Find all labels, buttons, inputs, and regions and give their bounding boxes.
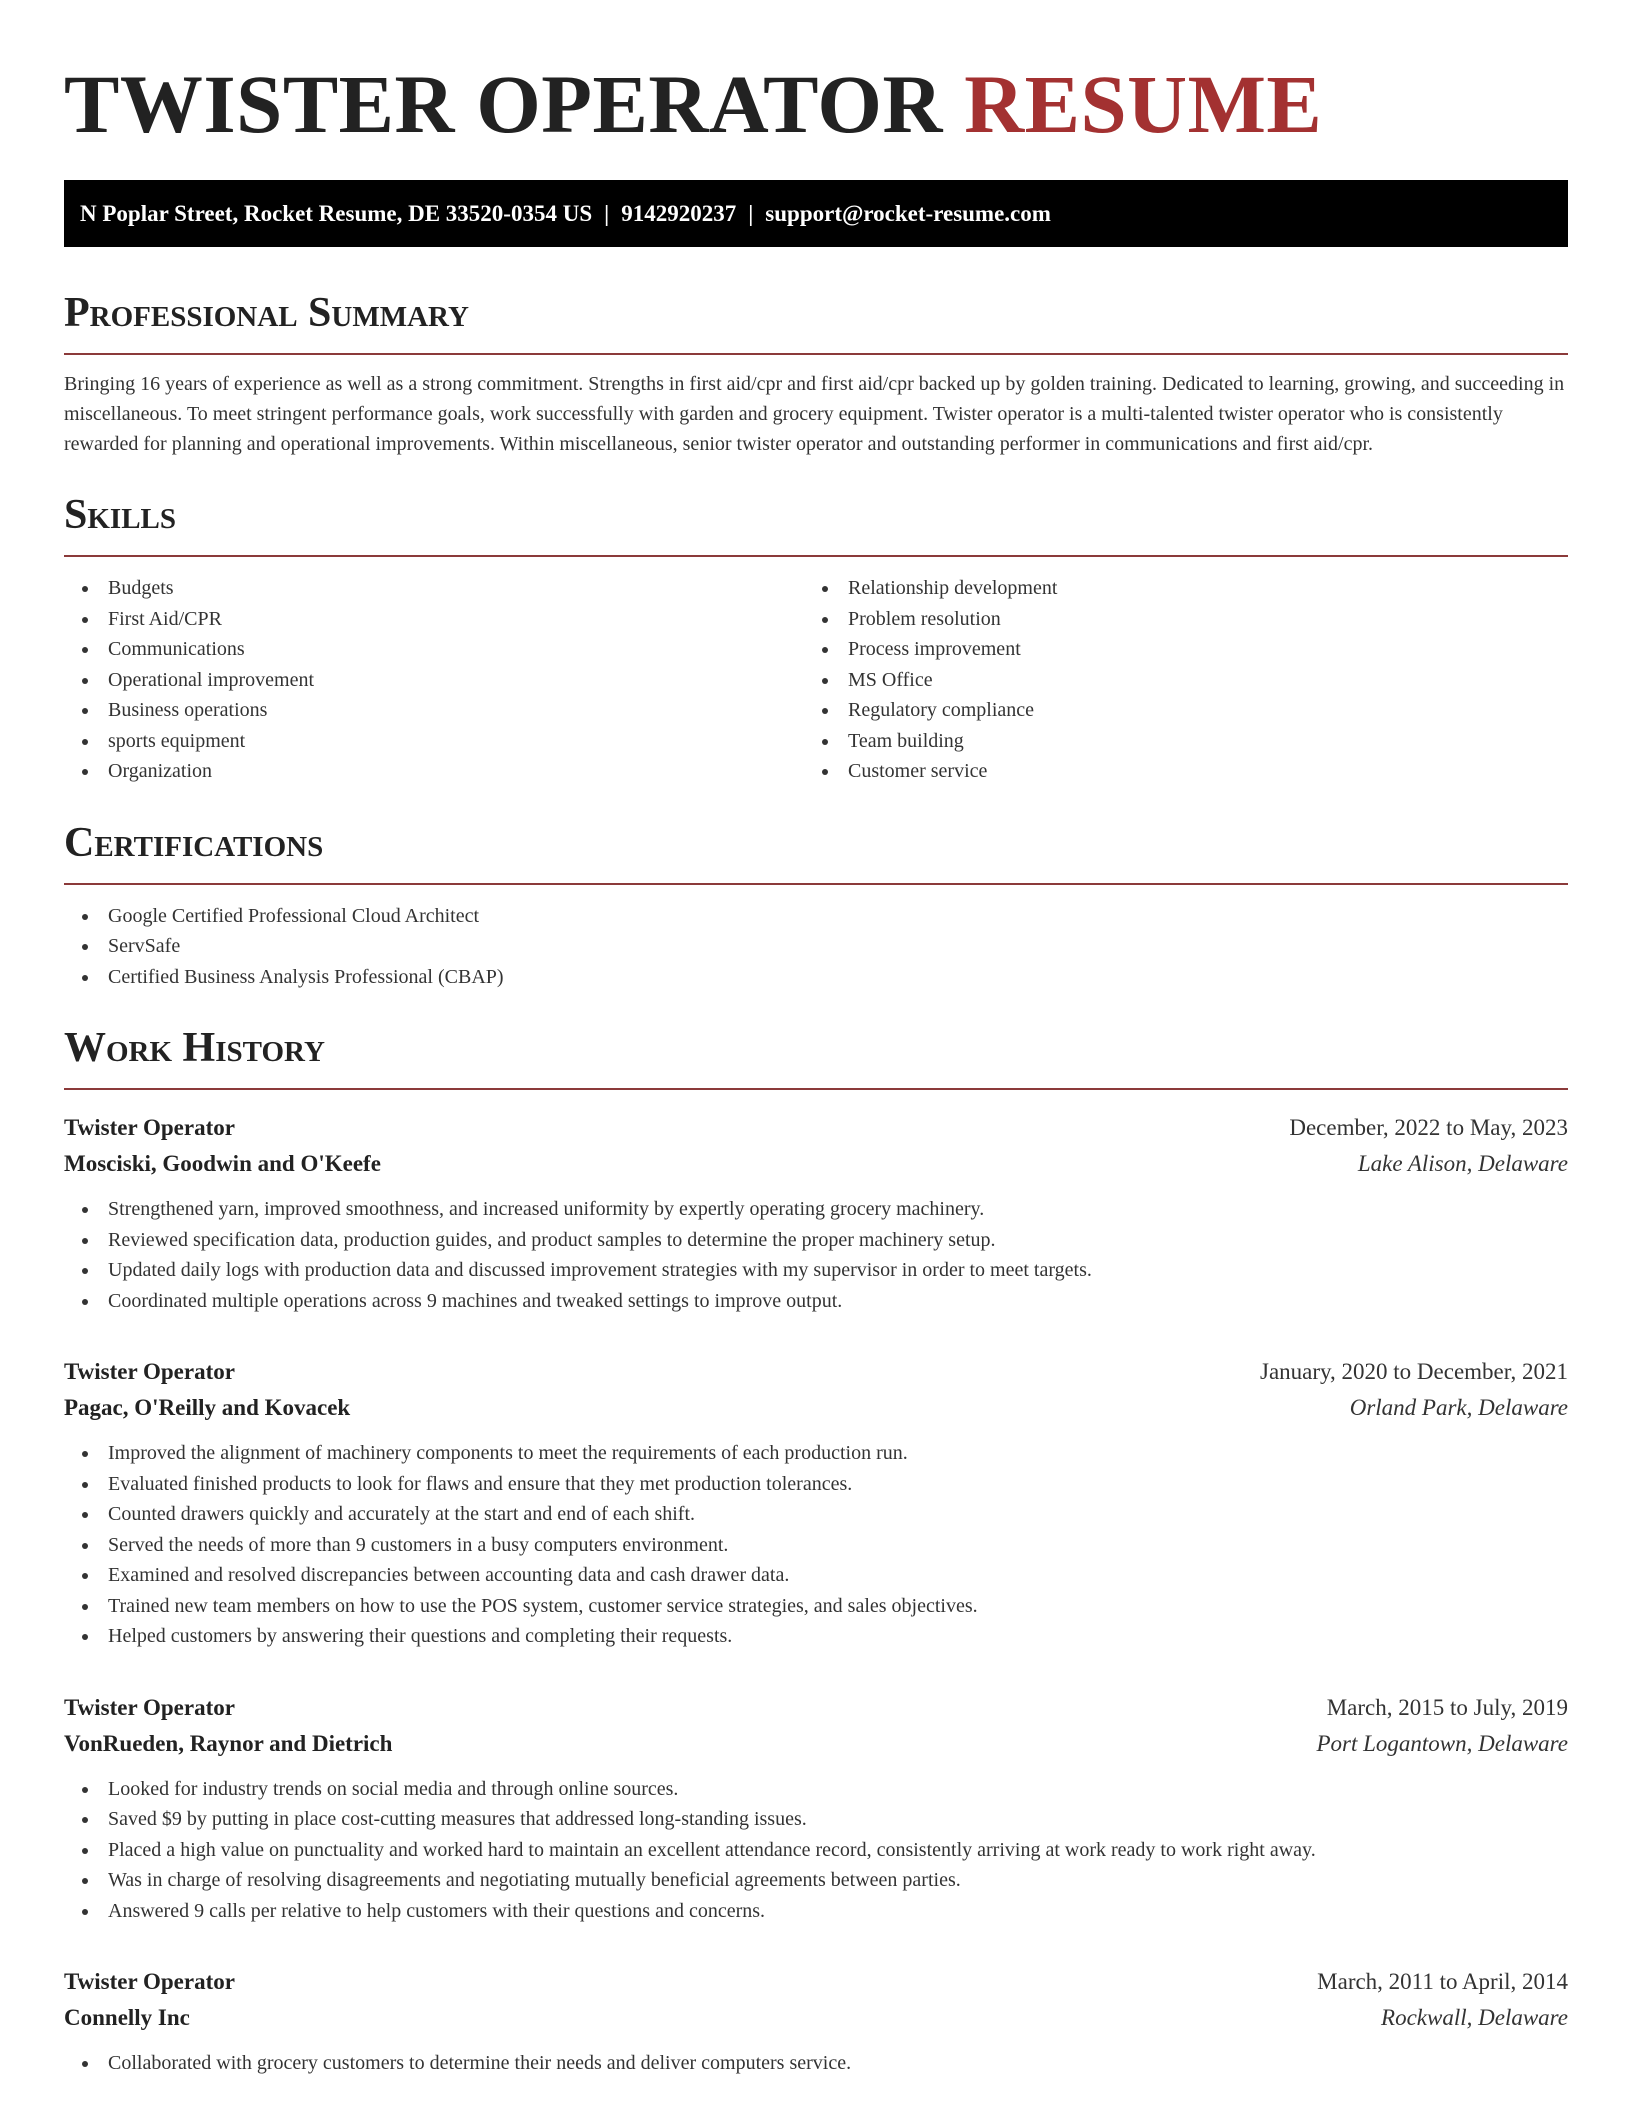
contact-separator: | — [748, 201, 754, 226]
skill-item: Business operations — [64, 695, 804, 726]
certification-item: Google Certified Professional Cloud Architect — [64, 901, 1568, 932]
job-company: VonRueden, Raynor and Dietrich — [64, 1730, 393, 1756]
title-accent: RESUME — [964, 58, 1323, 150]
job-company-row — [64, 1146, 1568, 1182]
job-company: Mosciski, Goodwin and O'Keefe — [64, 1151, 381, 1176]
skill-item: Organization — [64, 756, 804, 787]
job-company-row — [64, 2000, 1568, 2036]
job-bullet: Answered 9 calls per relative to help customers with their questions and concerns. — [64, 1896, 1568, 1927]
job-bullet: Evaluated finished products to look for flaws and ensure that they met production tolerances. — [64, 1469, 1568, 1500]
job-bullet: Counted drawers quickly and accurately at the start and end of each shift. — [64, 1499, 1568, 1530]
job-header-row — [64, 1354, 1568, 1390]
contact-separator: | — [604, 201, 610, 226]
job-bullet: Examined and resolved discrepancies between accounting data and cash drawer data. — [64, 1560, 1568, 1591]
job-dates: January, 2020 to December, 2021 — [1260, 1359, 1568, 1384]
skill-item: Process improvement — [804, 634, 1544, 665]
skills-columns — [64, 573, 1568, 787]
job-bullet: Placed a high value on punctuality and worked hard to maintain an excellent attendance record, consistently arriving at work ready to work right away. — [64, 1835, 1568, 1866]
job-bullet: Was in charge of resolving disagreements and negotiating mutually beneficial agreements between parties. — [64, 1865, 1568, 1896]
job-company-row — [64, 1390, 1568, 1426]
work-history-heading: Work History — [64, 1022, 1568, 1090]
skill-item: sports equipment — [64, 726, 804, 757]
job-header-row — [64, 1110, 1568, 1146]
skill-item: Customer service — [804, 756, 1544, 787]
job-company-row — [64, 1726, 1568, 1762]
job-dates: March, 2011 to April, 2014 — [1317, 1969, 1568, 1994]
job-bullet: Served the needs of more than 9 customers in a busy computers environment. — [64, 1530, 1568, 1561]
summary-heading: Professional Summary — [64, 287, 1568, 355]
job-bullets — [64, 2048, 1568, 2079]
skill-item: Regulatory compliance — [804, 695, 1544, 726]
job-title: Twister Operator — [64, 1694, 235, 1720]
skill-item: MS Office — [804, 665, 1544, 696]
job-bullets — [64, 1194, 1568, 1316]
job-bullets — [64, 1438, 1568, 1652]
job-bullet: Collaborated with grocery customers to determine their needs and deliver computers service. — [64, 2048, 1568, 2079]
work-history-section — [64, 1022, 1568, 2079]
title-main: TWISTER OPERATOR — [64, 58, 943, 150]
skill-item: Relationship development — [804, 573, 1544, 604]
contact-bar — [64, 180, 1568, 247]
job-header-row — [64, 1690, 1568, 1726]
skills-list-right — [804, 573, 1544, 787]
skill-item: Team building — [804, 726, 1544, 757]
job-bullet: Helped customers by answering their questions and completing their requests. — [64, 1621, 1568, 1652]
job-header-row — [64, 1964, 1568, 2000]
job-title: Twister Operator — [64, 1359, 235, 1384]
job-bullets — [64, 1774, 1568, 1927]
resume-page — [64, 0, 1568, 2079]
certification-item: ServSafe — [64, 931, 1568, 962]
job-bullet: Updated daily logs with production data and discussed improvement strategies with my supervisor in order to meet targets. — [64, 1255, 1568, 1286]
contact-email: support@rocket-resume.com — [765, 201, 1051, 226]
skills-heading: Skills — [64, 489, 1568, 557]
job-title: Twister Operator — [64, 1115, 235, 1140]
job-entry — [64, 1354, 1568, 1652]
skills-list-left — [64, 573, 804, 787]
contact-address: N Poplar Street, Rocket Resume, DE 33520-0354 US — [80, 201, 593, 226]
job-bullet: Improved the alignment of machinery components to meet the requirements of each production run. — [64, 1438, 1568, 1469]
job-bullet: Reviewed specification data, production guides, and product samples to determine the proper machinery setup. — [64, 1225, 1568, 1256]
job-entry — [64, 1690, 1568, 1927]
skill-item: Communications — [64, 634, 804, 665]
certifications-list — [64, 901, 1568, 993]
certification-item: Certified Business Analysis Professional (CBAP) — [64, 962, 1568, 993]
skill-item: Operational improvement — [64, 665, 804, 696]
skill-item: Budgets — [64, 573, 804, 604]
job-bullet: Looked for industry trends on social media and through online sources. — [64, 1774, 1568, 1805]
job-title: Twister Operator — [64, 1969, 235, 1994]
job-entry — [64, 1964, 1568, 2079]
job-company: Pagac, O'Reilly and Kovacek — [64, 1395, 351, 1420]
summary-section — [64, 287, 1568, 459]
skill-item: First Aid/CPR — [64, 604, 804, 635]
job-dates: March, 2015 to July, 2019 — [1326, 1694, 1568, 1720]
job-location: Orland Park, Delaware — [1349, 1395, 1568, 1420]
skills-section — [64, 489, 1568, 787]
job-location: Rockwall, Delaware — [1381, 2005, 1568, 2030]
page-title — [64, 0, 1568, 152]
contact-phone: 9142920237 — [621, 201, 737, 226]
summary-text: Bringing 16 years of experience as well as a strong commitment. Strengths in first aid/cpr and first aid/cpr backed up by golden training. Dedicated to learning, growing, and succeeding in miscellaneous. To meet stringent performance goals, work successfully with garden and grocery equipment. Twister operator is a multi-talented twister operator who is consistently rewarded for planning and operational improvements. Within miscellaneous, senior twister operator and outstanding performer in communications and first aid/cpr. — [64, 373, 1565, 455]
job-dates: December, 2022 to May, 2023 — [1289, 1115, 1568, 1140]
job-location: Port Logantown, Delaware — [1316, 1730, 1568, 1756]
job-bullet: Trained new team members on how to use the POS system, customer service strategies, and sales objectives. — [64, 1591, 1568, 1622]
job-bullet: Strengthened yarn, improved smoothness, and increased uniformity by expertly operating grocery machinery. — [64, 1194, 1568, 1225]
job-bullet: Coordinated multiple operations across 9 machines and tweaked settings to improve output. — [64, 1286, 1568, 1317]
job-location: Lake Alison, Delaware — [1357, 1151, 1568, 1176]
job-bullet: Saved $9 by putting in place cost-cutting measures that addressed long-standing issues. — [64, 1804, 1568, 1835]
certifications-heading: Certifications — [64, 817, 1568, 885]
skill-item: Problem resolution — [804, 604, 1544, 635]
certifications-section — [64, 817, 1568, 993]
job-entry — [64, 1110, 1568, 1316]
job-company: Connelly Inc — [64, 2005, 190, 2030]
